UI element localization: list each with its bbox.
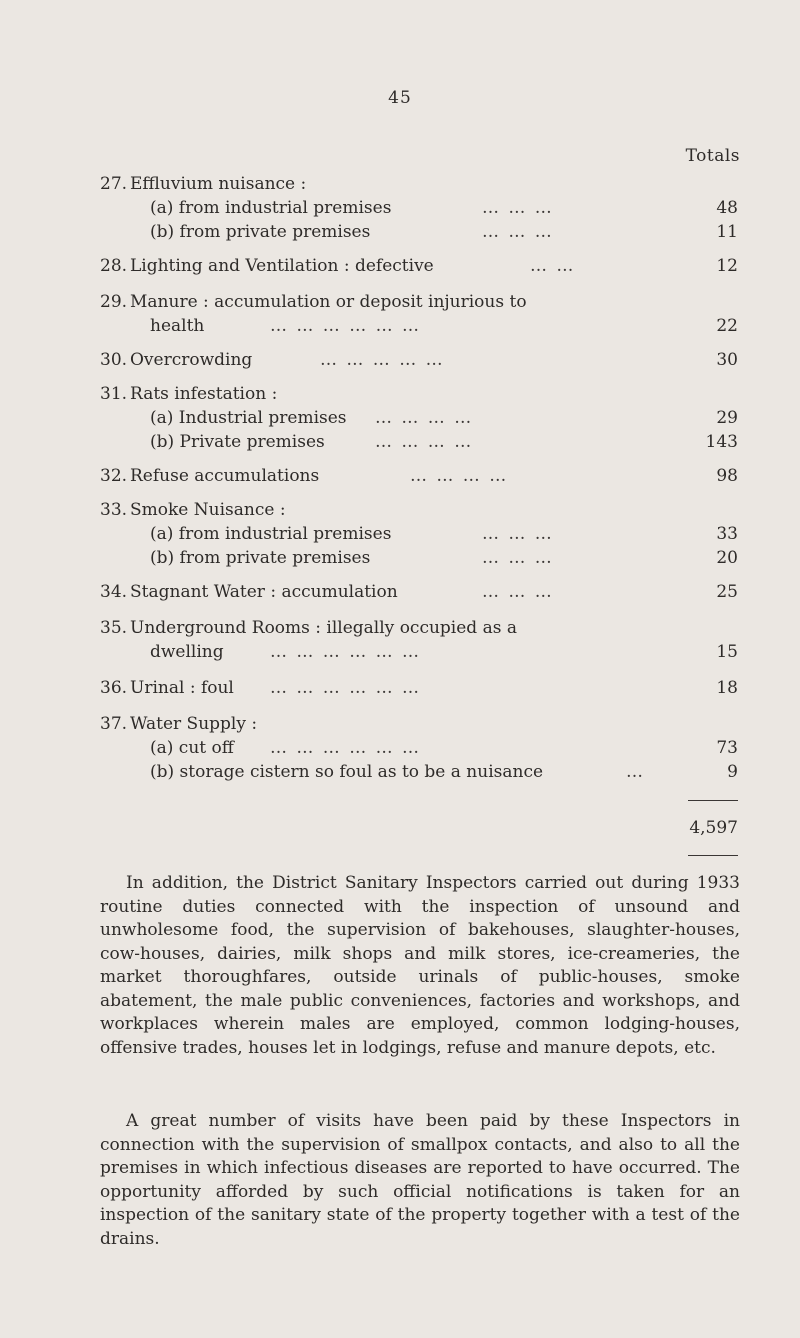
table-row <box>0 314 800 338</box>
item-value: 12 <box>716 256 738 276</box>
leader-dots: … … <box>530 256 576 276</box>
item-value: 11 <box>716 222 738 242</box>
table-row <box>0 498 800 522</box>
leader-dots: … … … <box>482 222 554 242</box>
item-number: 34. <box>100 582 128 602</box>
item-label: (a) from industrial premises <box>150 198 392 218</box>
item-label: Overcrowding <box>130 350 253 370</box>
table-row <box>0 736 800 760</box>
table-row <box>0 196 800 220</box>
item-label: (a) Industrial premises <box>150 408 347 428</box>
leader-dots: … … … … <box>410 466 509 486</box>
item-label: Water Supply : <box>130 714 258 734</box>
item-label: health <box>150 316 205 336</box>
item-number: 28. <box>100 256 128 276</box>
leader-dots: … … … <box>482 524 554 544</box>
item-label: Underground Rooms : illegally occupied as a <box>130 618 517 638</box>
item-number: 31. <box>100 384 128 404</box>
item-label: Urinal : foul <box>130 678 234 698</box>
item-value: 73 <box>716 738 738 758</box>
table-row <box>0 382 800 406</box>
table-row <box>0 546 800 570</box>
item-value: 22 <box>716 316 738 336</box>
leader-dots: … … … <box>482 582 554 602</box>
table-row <box>0 712 800 736</box>
item-number: 36. <box>100 678 128 698</box>
table-row <box>0 430 800 454</box>
table-row <box>0 172 800 196</box>
table-row <box>0 220 800 244</box>
leader-dots: … … … … … … <box>270 678 422 698</box>
leader-dots: … … … … … … <box>270 738 422 758</box>
item-label: Smoke Nuisance : <box>130 500 286 520</box>
table-row <box>0 464 800 488</box>
leader-dots: … … … … … <box>320 350 445 370</box>
item-label: (b) Private premises <box>150 432 325 452</box>
item-label: Stagnant Water : accumulation <box>130 582 398 602</box>
table-row <box>0 676 800 700</box>
item-label: Effluvium nuisance : <box>130 174 307 194</box>
item-number: 35. <box>100 618 128 638</box>
item-value: 30 <box>716 350 738 370</box>
table-row <box>0 254 800 278</box>
item-label: (a) from industrial premises <box>150 524 392 544</box>
page-number: 45 <box>388 88 412 108</box>
leader-dots: … … … … <box>375 408 474 428</box>
leader-dots: … … … <box>482 198 554 218</box>
item-label: (a) cut off <box>150 738 234 758</box>
item-value: 20 <box>716 548 738 568</box>
item-label: (b) from private premises <box>150 222 371 242</box>
item-value: 48 <box>716 198 738 218</box>
item-value: 98 <box>716 466 738 486</box>
item-number: 27. <box>100 174 128 194</box>
total-rule-bottom <box>688 855 738 856</box>
item-label: Manure : accumulation or deposit injurious to <box>130 292 527 312</box>
table-row <box>0 640 800 664</box>
leader-dots: … … … … … … <box>270 316 422 336</box>
item-label: Lighting and Ventilation : defective <box>130 256 434 276</box>
item-number: 32. <box>100 466 128 486</box>
table-row <box>0 348 800 372</box>
grand-total: 4,597 <box>689 818 738 838</box>
item-value: 33 <box>716 524 738 544</box>
item-value: 29 <box>716 408 738 428</box>
item-value: 143 <box>705 432 738 452</box>
table-row <box>0 580 800 604</box>
item-label: dwelling <box>150 642 224 662</box>
item-number: 30. <box>100 350 128 370</box>
item-label: Rats infestation : <box>130 384 278 404</box>
table-row <box>0 760 800 784</box>
table-row <box>0 616 800 640</box>
item-label: (b) from private premises <box>150 548 371 568</box>
table-row <box>0 406 800 430</box>
item-label: Refuse accumulations <box>130 466 320 486</box>
body-paragraph: In addition, the District Sanitary Inspectors carried out during 1933 routine duties connected with the inspection of unsound and unwholesome food, the supervision of bakehouses, slaughter-houses, cow-houses, dairies, milk shops and milk stores, ice-creameries, the market thoroughfares, outside urinals of public-houses, smoke abatement, the male public conveniences, factories and workshops, and workplaces wherein males are employed, common lodging-houses, offensive trades, houses let in lodgings, refuse and manure depots, etc. <box>100 873 740 1058</box>
item-number: 37. <box>100 714 128 734</box>
table-row <box>0 522 800 546</box>
leader-dots: … … … … … … <box>270 642 422 662</box>
item-value: 15 <box>716 642 738 662</box>
table-row <box>0 290 800 314</box>
totals-column-header: Totals <box>685 146 740 166</box>
item-number: 33. <box>100 500 128 520</box>
item-label: (b) storage cistern so foul as to be a nuisance <box>150 762 544 782</box>
total-rule-top <box>688 800 738 801</box>
leader-dots: … <box>626 762 645 782</box>
item-value: 18 <box>716 678 738 698</box>
item-value: 25 <box>716 582 738 602</box>
body-paragraph: A great number of visits have been paid by these Inspectors in connection with the supervision of smallpox contacts, and also to all the premises in which infectious diseases are reported to have occurred. The opportunity afforded by such official notifications is taken for an inspection of the sanitary state of the property together with a test of the drains. <box>100 1111 740 1249</box>
item-number: 29. <box>100 292 128 312</box>
item-value: 9 <box>727 762 738 782</box>
leader-dots: … … … … <box>375 432 474 452</box>
leader-dots: … … … <box>482 548 554 568</box>
